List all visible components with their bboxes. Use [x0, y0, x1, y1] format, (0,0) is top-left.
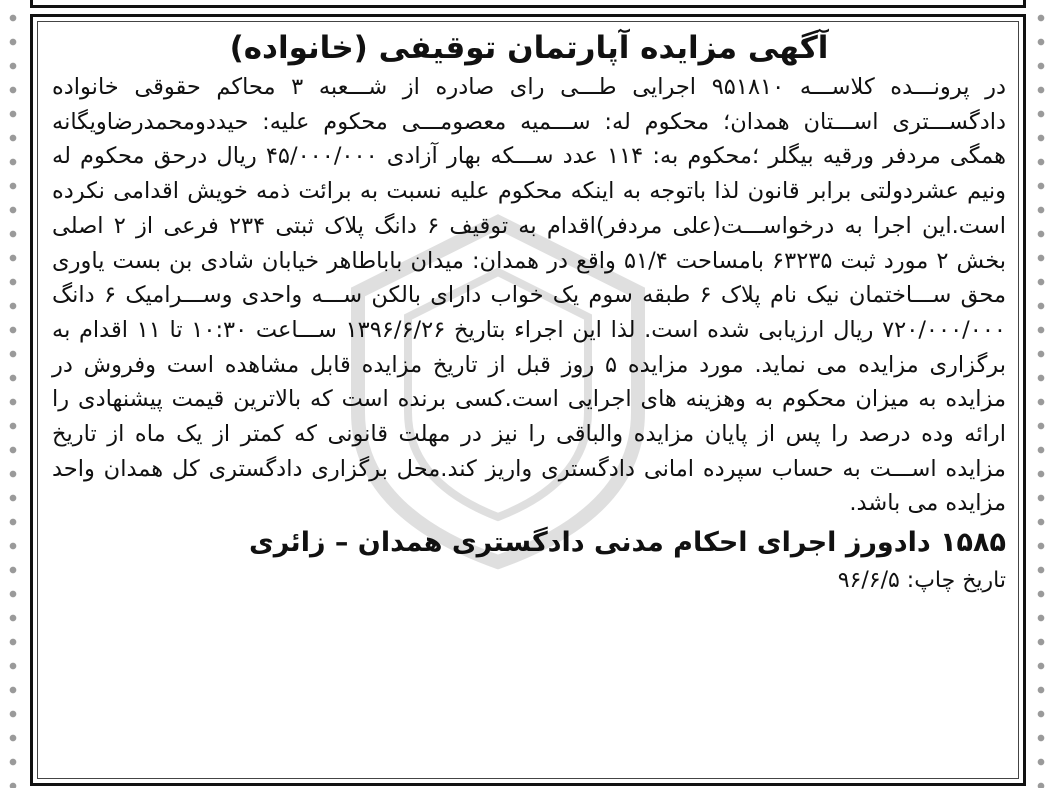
previous-ad-frame	[30, 0, 1026, 8]
ad-frame	[30, 14, 1026, 786]
ad-content	[37, 21, 1019, 779]
ad-title: آگهی مزایده آپارتمان توقیفی (خانواده)	[229, 30, 829, 66]
right-dotted-border	[1028, 0, 1054, 788]
left-dotted-border	[0, 0, 26, 788]
ad-body: در پرونـــده کلاســـه ۹۵۱۸۱۰ اجرایی طـــی رای صادره از شـــعبه ۳ محاکم حقوقی خانواده دادگســـتری اســـتان همدان؛ محکوم له: ســـمیه معصومـــی محکوم علیه: حیددومحمدرضاویگانه همگی مردفر ورقیه بیگلر ؛محکوم به: ۱۱۴ عدد ســـکه بهار آزادی ۴۵/۰۰۰/۰۰۰ ریال درحق محکوم له ونیم عشردولتی برابر قانون لذا باتوجه به اینکه محکوم علیه نسبت به برائت ذمه خویش اقدامی نکرده است.این اجرا به درخواســـت(علی مردفر)اقدام به توقیف ۶ دانگ پلاک ثبتی ۲۳۴ فرعی از ۲ اصلی بخش ۲ مورد ثبت ۶۳۲۳۵ بامساحت ۵۱/۴ واقع در همدان: میدان باباطاهر خیابان شادی بن بست یاوری محق ســـاختمان نیک نام پلاک ۶ طبقه سوم یک خواب دارای بالکن ســـه واحدی وســـرامیک ۶ دانگ ۷۲۰/۰۰۰/۰۰۰ ریال ارزیابی شده است. لذا این اجراء بتاریخ ۱۳۹۶/۶/۲۶ ســـاعت ۱۰:۳۰ تا ۱۱ اقدام به برگزاری مزایده می نماید. مورد مزایده ۵ روز قبل از تاریخ مزایده قابل مشاهده است وفروش در مزایده به میزان محکوم به وهزینه های اجرایی است.کسی برنده است که بالاترین قیمت پیشنهادی را ارائه وده درصد را پس از پایان مزایده والباقی را نیز در مهلت قانونی که کمتر از یک ماه از تاریخ مزایده اســـت به حساب سپرده امانی دادگستری واریز کند.محل برگزاری دادگستری کل همدان واحد مزایده می باشد.	[52, 74, 1007, 517]
ad-signature: ۱۵۸۵ دادورز اجرای احکام مدنی دادگستری همدان – زائری	[249, 527, 1006, 559]
print-date: تاریخ چاپ: ۹۶/۶/۵	[837, 568, 1006, 594]
